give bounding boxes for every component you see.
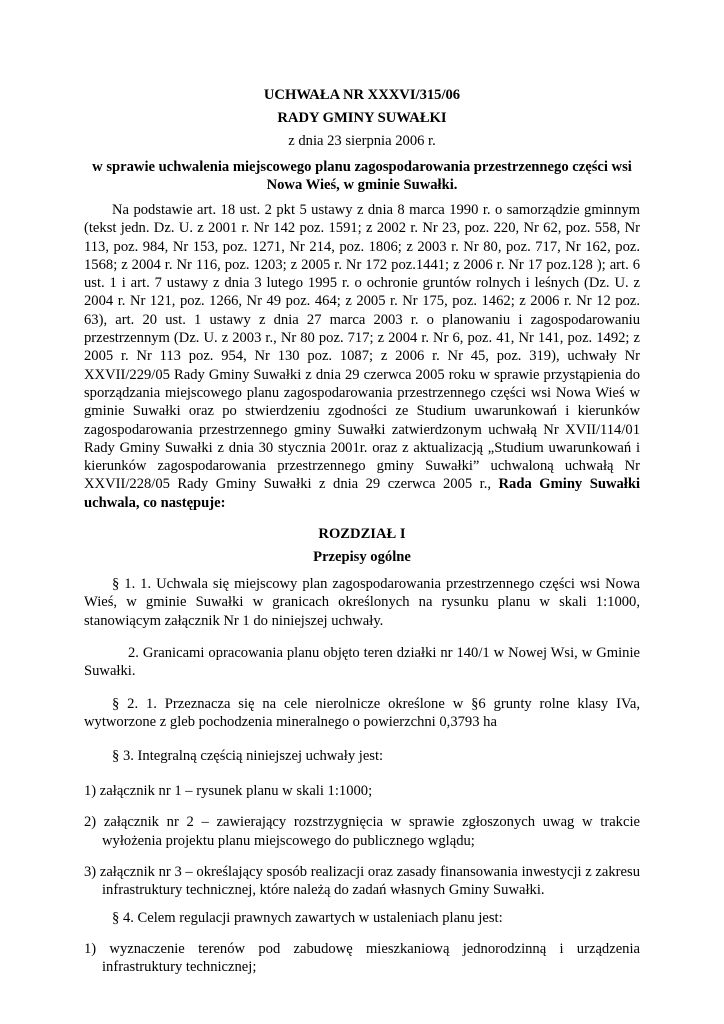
- paragraph-2-1: § 2. 1. Przeznacza się na cele nierolnicze określone w §6 grunty rolne klasy IVa, wytworzone z gleb pochodzenia mineralnego o powierzchni 0,3793 ha: [84, 695, 640, 730]
- preamble-text: Na podstawie art. 18 ust. 2 pkt 5 ustawy z dnia 8 marca 1990 r. o samorządzie gminnym (tekst jedn. Dz. U. z 2001 r. Nr 142 poz. 1591; z 2002 r. Nr 23, poz. 220, Nr 62, poz. 558, Nr 113, poz. 984, Nr 153, poz. 1271, Nr 214, poz. 1806; z 2003 r. Nr 80, poz. 717, Nr 162, poz. 1568; z 2004 r. Nr 116, poz. 1203; z 2005 r. Nr 172 poz.1441; z 2006 r. Nr 17 poz.128 ); art. 6 ust. 1 i art. 7 ustawy z dnia 3 lutego 1995 r. o ochronie gruntów rolnych i leśnych (Dz. U. z 2004 r. Nr 121, poz. 1266, Nr 49 poz. 464; z 2005 r. Nr 175, poz. 1462; z 2006 r. Nr 12 poz. 63), art. 20 ust. 1 ustawy z dnia 27 marca 2003 r. o planowaniu i zagospodarowaniu przestrzennym (Dz. U. z 2003 r., Nr 80 poz. 717; z 2004 r. Nr 6, poz. 41, Nr 141, poz. 1492; z 2005 r. Nr 113 poz. 954, Nr 130 poz. 1087; z 2006 r. Nr 45, poz. 319), uchwały Nr XXVII/229/05 Rady Gminy Suwałki z dnia 29 czerwca 2005 roku w sprawie przystąpienia do sporządzania miejscowego planu zagospodarowania przestrzennego części wsi Nowa Wieś w gminie Suwałki oraz po stwierdzeniu zgodności ze Studium uwarunkowań i kierunków zagospodarowania przestrzennego gminy Suwałki zatwierdzonym uchwałą Nr XVII/114/01 Rady Gminy Suwałki z dnia 30 stycznia 2001r. oraz z aktualizacją „Studium uwarunkowań i kierunków zagospodarowania przestrzennego gminy Suwałki” uchwaloną uchwałą Nr XXVII/228/05 Rady Gminy Suwałki z dnia 29 czerwca 2005 r.,: [84, 202, 640, 493]
- paragraph-1-2: 2. Granicami opracowania planu objęto teren działki nr 140/1 w Nowej Wsi, w Gminie Suwałki.: [84, 644, 640, 680]
- paragraph-3-intro: § 3. Integralną częścią niniejszej uchwały jest:: [112, 748, 384, 765]
- preamble-enactment: Rada Gminy Suwałki uchwala, co następuje:: [84, 476, 641, 511]
- list-item: 3) załącznik nr 3 – określający sposób realizacji oraz zasady finansowania inwestycji z zakresu infrastruktury technicznej, które należą do zadań własnych Gminy Suwałki.: [84, 864, 640, 899]
- document-page: [84, 86, 640, 976]
- list-item: 1) wyznaczenie terenów pod zabudowę mieszkaniową jednorodzinną i urządzenia infrastruktury technicznej;: [84, 940, 640, 975]
- preamble: [84, 201, 640, 512]
- resolution-number: UCHWAŁA NR XXXVI/315/06: [263, 87, 461, 103]
- chapter-subtitle: Przepisy ogólne: [313, 549, 411, 566]
- resolution-date: z dnia 23 sierpnia 2006 r.: [288, 133, 436, 149]
- paragraph-1-1: § 1. 1. Uchwala się miejscowy plan zagospodarowania przestrzennego części wsi Nowa Wieś, w gminie Suwałki w granicach określonych na rysunku planu w skali 1:1000, stanowiącym załącznik Nr 1 do niniejszej uchwały.: [84, 576, 640, 629]
- list-item: 1) załącznik nr 1 – rysunek planu w skali 1:1000;: [84, 783, 373, 800]
- list-item: 2) załącznik nr 2 – zawierający rozstrzygnięcia w sprawie zgłoszonych uwag w trakcie wyłożenia projektu planu miejscowego do publicznego wglądu;: [84, 814, 640, 849]
- paragraph-4-intro: § 4. Celem regulacji prawnych zawartych w ustaleniach planu jest:: [112, 909, 503, 926]
- chapter-title: ROZDZIAŁ I: [318, 526, 406, 543]
- resolution-subject: w sprawie uchwalenia miejscowego planu zagospodarowania przestrzennego części wsi Nowa Wieś, w gminie Suwałki.: [92, 159, 632, 193]
- council-name: RADY GMINY SUWAŁKI: [277, 110, 447, 126]
